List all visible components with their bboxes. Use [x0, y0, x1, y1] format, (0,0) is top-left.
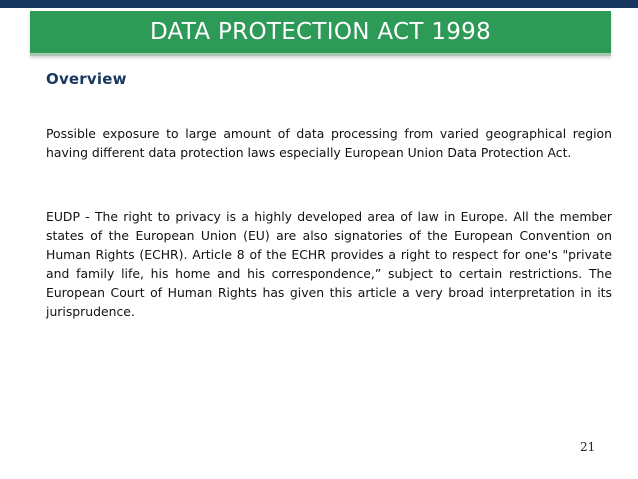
- title-banner: [30, 11, 611, 56]
- section-heading: Overview: [46, 70, 127, 88]
- paragraph-exposure: Possible exposure to large amount of data processing from varied geographical region having different data protection laws especially European Union Data Protection Act.: [46, 126, 612, 160]
- slide-title: DATA PROTECTION ACT 1998: [149, 19, 492, 45]
- top-accent-bar: [0, 0, 638, 8]
- page-number: 21: [580, 440, 596, 454]
- paragraph-eudp: EUDP - The right to privacy is a highly developed area of law in Europe. All the member states of the European Union (EU) are also signatories of the European Convention on Human Rights (ECHR). Article 8 of the ECHR provides a right to respect for one's "private and family life, his home and his correspondence,” subject to certain restrictions. The European Court of Human Rights has given this article a very broad interpretation in its jurisprudence.: [46, 209, 612, 319]
